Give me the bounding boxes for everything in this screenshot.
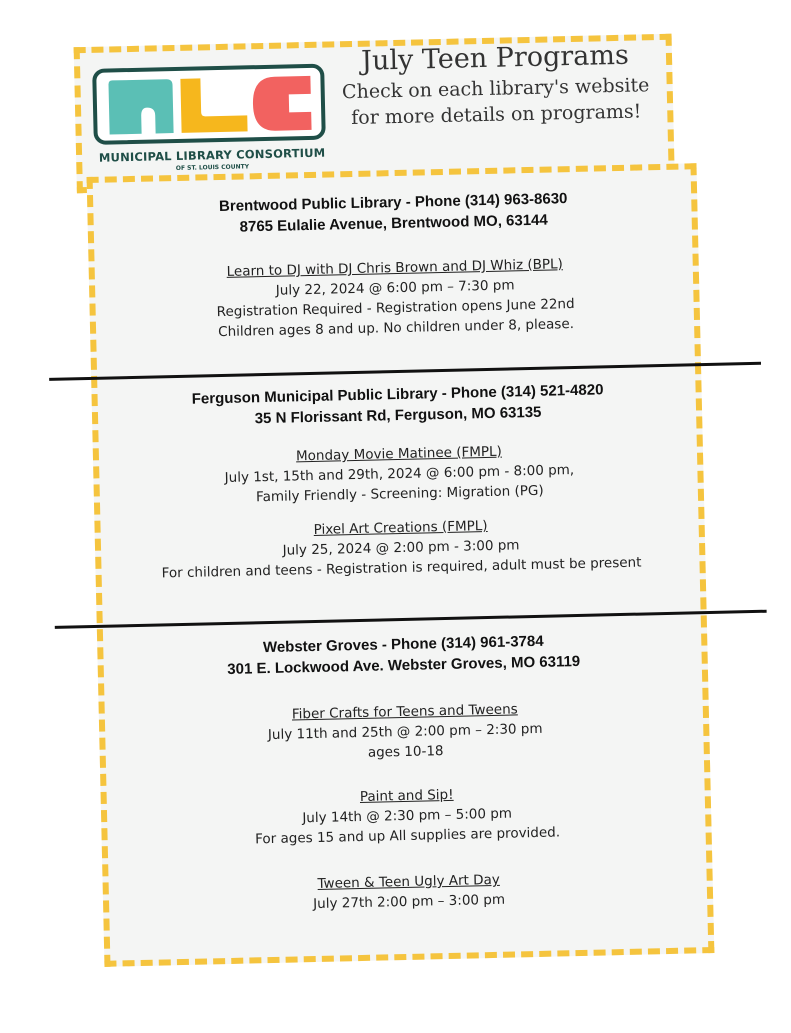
header-text: [330, 38, 662, 131]
section-webster-groves: [113, 627, 699, 918]
section-brentwood: [103, 185, 686, 344]
program-line: Registration Required - Registration opens June 22nd: [216, 295, 575, 321]
library-address: 8765 Eulalie Avenue, Brentwood MO, 63144: [239, 211, 548, 236]
program-title: Tween & Teen Ugly Art Day: [317, 871, 500, 892]
library-name: Brentwood Public Library - Phone (314) 963-8630: [218, 190, 568, 216]
program-line: July 1st, 15th and 29th, 2024 @ 6:00 pm - 8:00 pm,: [224, 462, 575, 486]
program-movie-matinee: [109, 437, 690, 510]
program-line: July 25, 2024 @ 2:00 pm - 3:00 pm: [282, 537, 520, 559]
logo-letter-m: [108, 79, 173, 134]
program-line: For ages 15 and up All supplies are provided.: [254, 824, 561, 848]
mlc-logo: [92, 64, 330, 179]
program-line: July 11th and 25th @ 2:00 pm – 2:30 pm: [267, 720, 543, 744]
program-line: Children ages 8 and up. No children under 8, please.: [218, 316, 575, 341]
program-line: ages 10-18: [367, 743, 444, 761]
page-title: July Teen Programs: [360, 39, 630, 77]
program-paint-and-sip: [117, 779, 698, 852]
program-fiber-crafts: [115, 695, 696, 768]
library-address: 35 N Florissant Rd, Ferguson, MO 63135: [254, 403, 542, 428]
program-title: Pixel Art Creations (FMPL): [313, 518, 488, 538]
logo-letter-c: [252, 76, 311, 131]
program-dj: [105, 251, 687, 344]
section-ferguson: [107, 377, 691, 584]
program-line: July 22, 2024 @ 6:00 pm – 7:30 pm: [275, 277, 515, 299]
program-title: Paint and Sip!: [359, 786, 454, 805]
program-title: Fiber Crafts for Teens and Tweens: [291, 701, 518, 723]
logo-name: MUNICIPAL LIBRARY CONSORTIUM: [98, 145, 326, 165]
library-name: Webster Groves - Phone (314) 961-3784: [262, 632, 544, 657]
header-subtitle-line-2: for more details on programs!: [351, 100, 642, 130]
logo-letter-l: [180, 77, 247, 132]
logo-frame: [92, 64, 326, 145]
library-address: 301 E. Lockwood Ave. Webster Groves, MO 63119: [227, 652, 581, 678]
library-name: Ferguson Municipal Public Library - Phone (314) 521-4820: [191, 381, 604, 408]
program-line: July 27th 2:00 pm – 3:00 pm: [313, 891, 506, 913]
program-line: For children and teens - Registration is required, adult must be present: [161, 554, 642, 582]
header-subtitle-line-1: Check on each library's website: [341, 74, 650, 104]
logo-subname: OF ST. LOUIS COUNTY: [175, 163, 250, 172]
logo-letters-graphic: [96, 68, 321, 141]
program-title: Monday Movie Matinee (FMPL): [295, 443, 503, 465]
program-line: July 14th @ 2:30 pm – 5:00 pm: [302, 805, 513, 827]
program-line: Family Friendly - Screening: Migration (PG): [255, 482, 544, 506]
program-title: Learn to DJ with DJ Chris Brown and DJ Whiz (BPL): [226, 256, 563, 280]
